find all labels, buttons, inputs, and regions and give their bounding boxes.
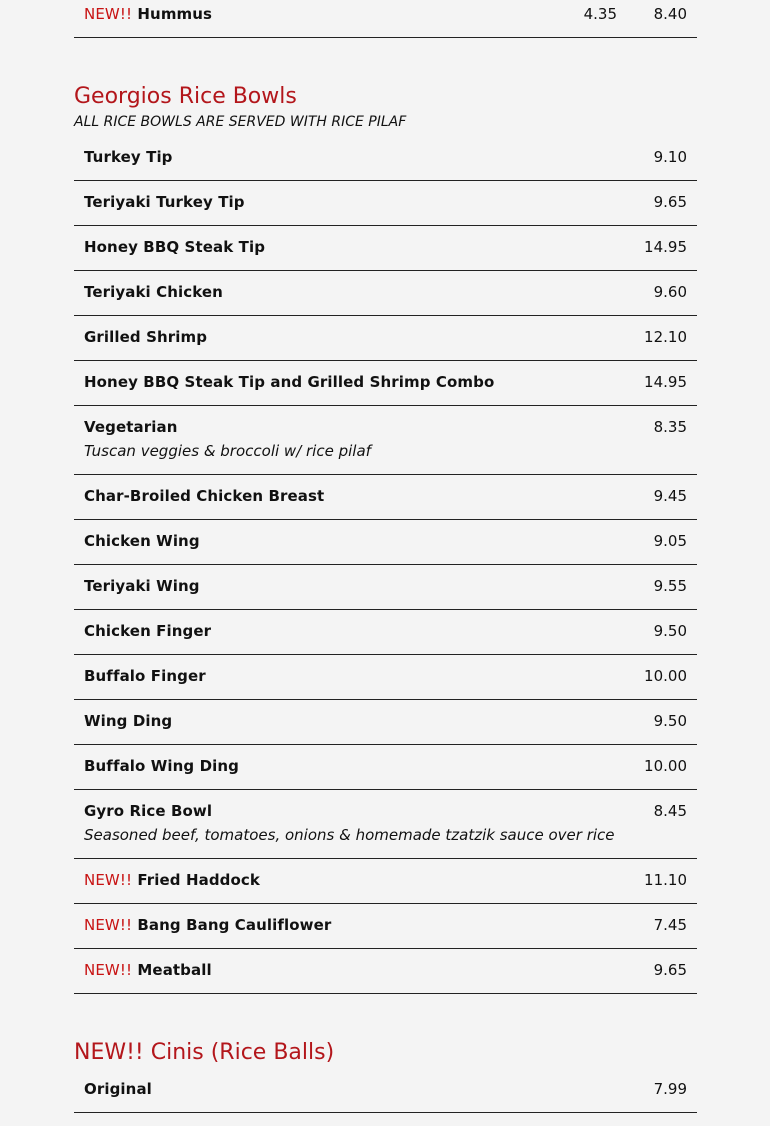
menu-item-price: 9.60 bbox=[653, 283, 687, 301]
menu-item-name bbox=[84, 916, 331, 934]
menu-item-row bbox=[74, 520, 697, 565]
menu-item-description: Seasoned beef, tomatoes, onions & homemade tzatzik sauce over rice bbox=[84, 826, 615, 844]
top-item-section bbox=[74, 0, 697, 38]
cinis-list bbox=[74, 1068, 697, 1113]
menu-item-name bbox=[84, 148, 173, 166]
menu-item-name bbox=[84, 712, 172, 730]
menu-item-name bbox=[84, 487, 324, 505]
menu-item-description: Tuscan veggies & broccoli w/ rice pilaf bbox=[84, 442, 371, 460]
menu-item-label: Turkey Tip bbox=[84, 148, 173, 166]
menu-item-row bbox=[74, 226, 697, 271]
menu-item-name bbox=[84, 871, 260, 889]
menu-item-row bbox=[74, 565, 697, 610]
menu-item-label: Honey BBQ Steak Tip bbox=[84, 238, 266, 256]
menu-item-price: 9.55 bbox=[653, 577, 687, 595]
menu-item-price: 9.50 bbox=[653, 712, 687, 730]
menu-item-label: Gyro Rice Bowl bbox=[84, 802, 213, 820]
menu-item-price-small: 4.35 bbox=[583, 5, 617, 23]
menu-item-row bbox=[74, 0, 697, 38]
menu-item-label: Fried Haddock bbox=[137, 871, 260, 889]
menu-item-row bbox=[74, 904, 697, 949]
menu-item-price: 8.35 bbox=[653, 418, 687, 436]
menu-item-price: 8.45 bbox=[653, 802, 687, 820]
menu-item-price: 9.10 bbox=[653, 148, 687, 166]
menu-item-price: 14.95 bbox=[644, 373, 687, 391]
menu-item-price: 9.45 bbox=[653, 487, 687, 505]
menu-item-label: Grilled Shrimp bbox=[84, 328, 208, 346]
menu-item-row bbox=[74, 136, 697, 181]
menu-item-name bbox=[84, 622, 211, 640]
menu-item-row bbox=[74, 1068, 697, 1113]
menu-item-price: 11.10 bbox=[644, 871, 687, 889]
menu-item-label: Honey BBQ Steak Tip and Grilled Shrimp Combo bbox=[84, 373, 495, 391]
menu-item-price: 14.95 bbox=[644, 238, 687, 256]
menu-item-label: Hummus bbox=[137, 5, 213, 23]
menu-item-price: 9.65 bbox=[653, 193, 687, 211]
new-badge: NEW!! bbox=[84, 961, 133, 979]
menu-item-name bbox=[84, 532, 200, 550]
new-badge: NEW!! bbox=[84, 871, 133, 889]
menu-item-row bbox=[74, 406, 697, 475]
menu-item-row bbox=[74, 181, 697, 226]
menu-item-label: Teriyaki Wing bbox=[84, 577, 200, 595]
menu-item-label: Teriyaki Turkey Tip bbox=[84, 193, 245, 211]
new-badge: NEW!! bbox=[84, 5, 133, 23]
menu-item-name bbox=[84, 283, 223, 301]
menu-item-price: 9.65 bbox=[653, 961, 687, 979]
menu-item-label: Original bbox=[84, 1080, 152, 1098]
menu-item-row bbox=[74, 790, 697, 859]
menu-item-label: Wing Ding bbox=[84, 712, 173, 730]
menu-item-price: 10.00 bbox=[644, 757, 687, 775]
menu-item-row bbox=[74, 700, 697, 745]
section-subtitle-rice-bowls: ALL RICE BOWLS ARE SERVED WITH RICE PILAF bbox=[74, 114, 407, 130]
menu-item-name bbox=[84, 802, 212, 820]
menu-item-label: Buffalo Wing Ding bbox=[84, 757, 239, 775]
menu-item-price: 7.99 bbox=[653, 1080, 687, 1098]
menu-item-row bbox=[74, 361, 697, 406]
menu-item-label: Meatball bbox=[137, 961, 212, 979]
menu-item-label: Chicken Wing bbox=[84, 532, 200, 550]
menu-item-price: 10.00 bbox=[644, 667, 687, 685]
section-title-rice-bowls: Georgios Rice Bowls bbox=[74, 84, 297, 109]
menu-item-name bbox=[84, 328, 207, 346]
menu-item-label: Char-Broiled Chicken Breast bbox=[84, 487, 325, 505]
menu-item-label: Chicken Finger bbox=[84, 622, 212, 640]
menu-item-price: 9.05 bbox=[653, 532, 687, 550]
menu-item-label: Vegetarian bbox=[84, 418, 178, 436]
menu-item-name bbox=[84, 1080, 152, 1098]
menu-item-row bbox=[74, 949, 697, 994]
menu-item-name bbox=[84, 961, 212, 979]
menu-item-row bbox=[74, 610, 697, 655]
menu-item-name bbox=[84, 418, 178, 436]
menu-item-row bbox=[74, 475, 697, 520]
menu-item-row bbox=[74, 271, 697, 316]
menu-item-name bbox=[84, 238, 265, 256]
menu-item-row bbox=[74, 655, 697, 700]
menu-item-name bbox=[84, 5, 212, 23]
new-badge: NEW!! bbox=[84, 916, 133, 934]
section-title-cinis: NEW!! Cinis (Rice Balls) bbox=[74, 1040, 335, 1065]
menu-item-name bbox=[84, 577, 200, 595]
menu-item-name bbox=[84, 193, 245, 211]
menu-item-price: 7.45 bbox=[653, 916, 687, 934]
menu-item-label: Buffalo Finger bbox=[84, 667, 206, 685]
menu-item-label: Teriyaki Chicken bbox=[84, 283, 223, 301]
menu-item-name bbox=[84, 757, 239, 775]
menu-item-row bbox=[74, 745, 697, 790]
menu-item-row bbox=[74, 859, 697, 904]
menu-item-price: 12.10 bbox=[644, 328, 687, 346]
menu-item-name bbox=[84, 373, 494, 391]
menu-item-price-large: 8.40 bbox=[653, 5, 687, 23]
menu-item-price: 9.50 bbox=[653, 622, 687, 640]
menu-item-row bbox=[74, 316, 697, 361]
menu-item-label: Bang Bang Cauliflower bbox=[137, 916, 332, 934]
menu-item-name bbox=[84, 667, 206, 685]
rice-bowls-list bbox=[74, 136, 697, 994]
